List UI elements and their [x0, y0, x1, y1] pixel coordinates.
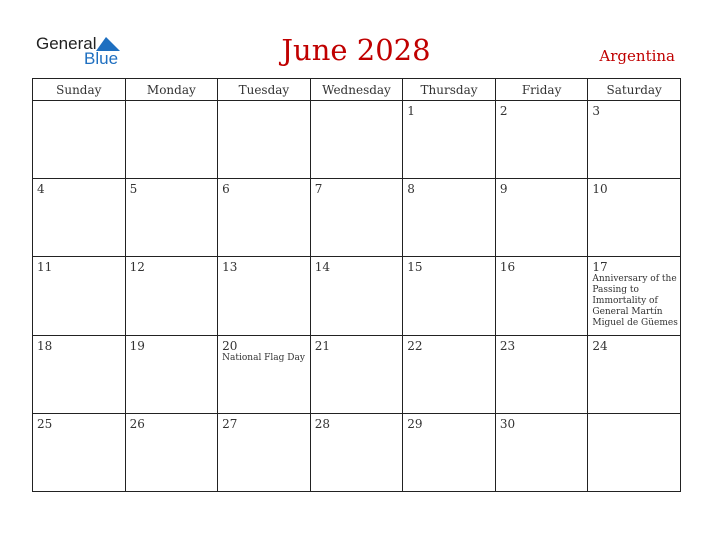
day-cell [588, 257, 681, 335]
day-cell [403, 257, 496, 335]
weekday-header: Tuesday [218, 79, 311, 101]
day-number [33, 101, 125, 104]
day-number: 14 [314, 260, 330, 275]
week-row [33, 335, 681, 413]
day-number: 15 [407, 260, 423, 275]
day-number: 23 [499, 338, 516, 353]
day-number: 1 [407, 104, 415, 118]
month-calendar-grid [32, 78, 681, 492]
day-cell [310, 101, 403, 179]
weekday-header-row [33, 79, 681, 101]
day-cell [588, 101, 681, 179]
day-cell [403, 179, 496, 257]
day-number: 18 [37, 338, 53, 353]
weekday-header: Wednesday [310, 79, 403, 101]
day-cell [403, 335, 496, 413]
day-number: 2 [499, 104, 508, 118]
day-number [311, 101, 403, 104]
day-cell [125, 257, 218, 335]
day-cell [588, 413, 681, 491]
day-number [126, 101, 218, 104]
day-number: 21 [314, 338, 330, 353]
day-cell [125, 101, 218, 179]
day-cell [403, 413, 496, 491]
weekday-header: Thursday [403, 79, 496, 101]
weekday-header: Friday [495, 79, 588, 101]
day-number: 5 [129, 182, 138, 197]
day-cell [310, 179, 403, 257]
day-cell [495, 413, 588, 491]
logo-text-general: General [36, 34, 97, 53]
day-number: 4 [37, 182, 45, 197]
week-row [33, 257, 681, 335]
day-number: 10 [592, 182, 608, 197]
weekday-header: Saturday [588, 79, 681, 101]
weekday-header: Monday [125, 79, 218, 101]
day-number: 20 [222, 338, 238, 353]
day-number [218, 101, 310, 104]
day-number [588, 414, 680, 417]
day-cell [403, 101, 496, 179]
day-cell [218, 257, 311, 335]
day-cell [495, 179, 588, 257]
day-cell [495, 101, 588, 179]
day-cell [33, 101, 126, 179]
holiday-label: Anniversary of the Passing to Immortality of General Martín Miguel de Güemes [592, 274, 678, 329]
day-number: 16 [499, 260, 516, 275]
day-number: 28 [314, 416, 330, 431]
day-number: 29 [407, 416, 423, 431]
logo-text-blue: Blue [84, 49, 119, 68]
country-label: Argentina [599, 47, 675, 65]
day-number: 25 [37, 416, 53, 431]
calendar-title: June 2028 [281, 33, 431, 67]
day-number: 27 [222, 416, 238, 431]
day-number: 26 [129, 416, 145, 431]
day-number: 19 [129, 338, 145, 353]
week-row [33, 101, 681, 179]
day-cell [125, 179, 218, 257]
day-number: 17 [592, 260, 608, 275]
day-number: 24 [592, 338, 608, 353]
day-number: 8 [407, 182, 415, 197]
day-number: 3 [592, 104, 601, 118]
day-cell [218, 335, 311, 413]
day-cell [125, 335, 218, 413]
day-number: 9 [499, 182, 508, 197]
day-number: 30 [499, 416, 516, 431]
day-cell [495, 257, 588, 335]
day-cell [33, 335, 126, 413]
week-row [33, 179, 681, 257]
day-number: 22 [407, 338, 423, 353]
day-number: 13 [222, 260, 238, 275]
day-cell [310, 257, 403, 335]
day-number: 11 [37, 260, 53, 275]
week-row [33, 413, 681, 491]
holiday-label: National Flag Day [222, 352, 305, 363]
day-cell [33, 257, 126, 335]
day-cell [495, 335, 588, 413]
day-cell [33, 413, 126, 491]
weekday-header: Sunday [33, 79, 126, 101]
day-cell [310, 335, 403, 413]
day-cell [218, 179, 311, 257]
day-cell [310, 413, 403, 491]
day-cell [588, 179, 681, 257]
day-cell [33, 179, 126, 257]
day-number: 7 [314, 182, 323, 197]
day-cell [218, 101, 311, 179]
day-cell [588, 335, 681, 413]
day-number: 6 [222, 182, 230, 197]
day-cell [125, 413, 218, 491]
day-number: 12 [129, 260, 145, 275]
day-cell [218, 413, 311, 491]
